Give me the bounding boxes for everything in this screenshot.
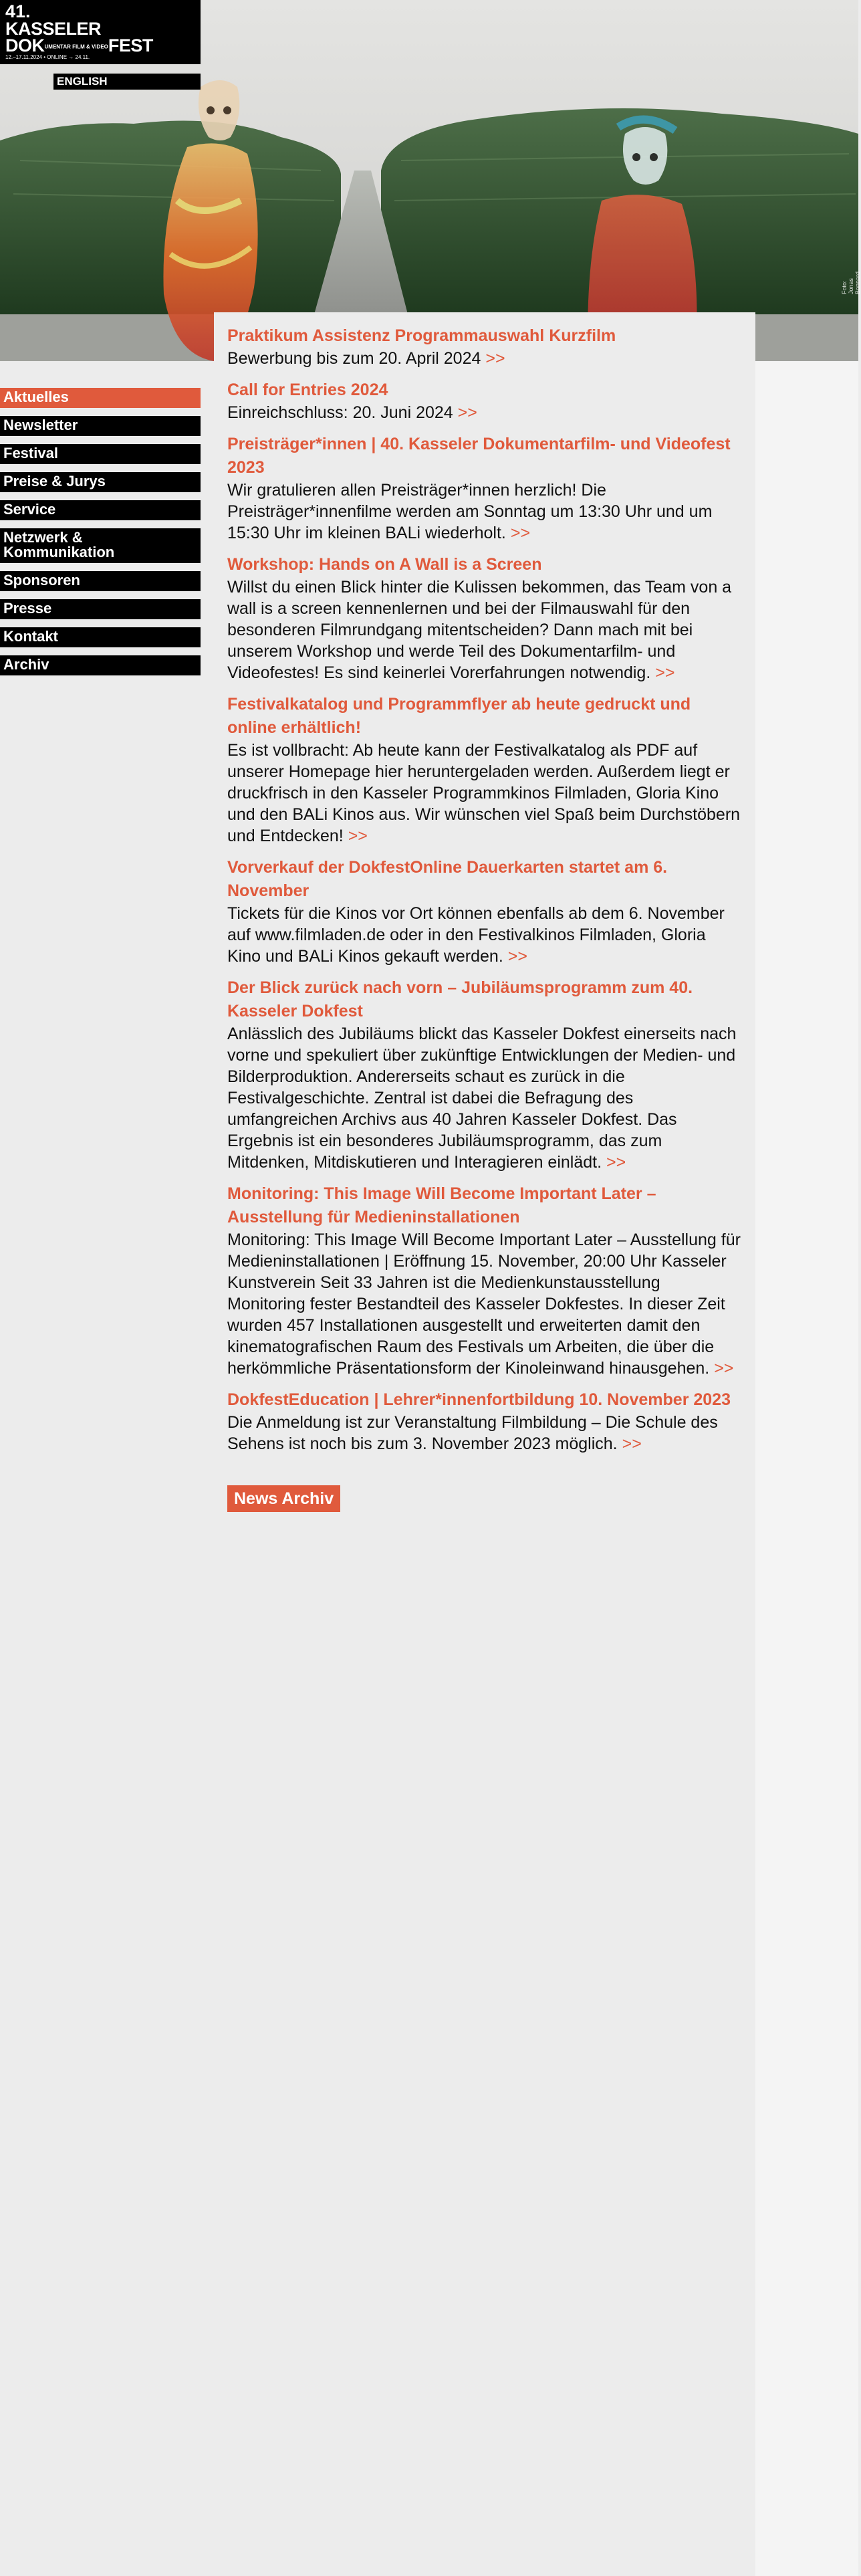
read-more-link[interactable]: >>: [714, 1359, 734, 1378]
news-teaser: [227, 479, 742, 544]
news-teaser: [227, 576, 742, 683]
read-more-link[interactable]: >>: [622, 1434, 642, 1453]
news-title-praktikum[interactable]: Praktikum Assistenz Programmauswahl Kurzfilm: [227, 326, 616, 345]
news-item: [227, 379, 742, 423]
news-item: [227, 856, 742, 967]
news-title-preistraeger[interactable]: Preisträger*innen | 40. Kasseler Dokumentarfilm- und Videofest 2023: [227, 435, 731, 477]
nav-item-archiv[interactable]: Archiv: [0, 655, 201, 675]
news-title-jubilaeum[interactable]: Der Blick zurück nach vorn – Jubiläumsprogramm zum 40. Kasseler Dokfest: [227, 978, 693, 1021]
news-archive-button[interactable]: News Archiv: [227, 1485, 340, 1512]
nav-item-sponsoren[interactable]: Sponsoren: [0, 571, 201, 591]
news-item: [227, 976, 742, 1173]
nav-item-service[interactable]: Service: [0, 500, 201, 520]
news-content: [214, 312, 755, 1529]
logo-fest: FEST: [108, 35, 153, 56]
news-item: [227, 693, 742, 847]
news-teaser-text: Einreichschluss: 20. Juni 2024: [227, 403, 453, 422]
news-teaser: [227, 348, 742, 369]
news-item: [227, 433, 742, 544]
read-more-link[interactable]: >>: [655, 663, 675, 682]
logo-dok-small: UMENTAR FILM & VIDEO: [44, 43, 108, 50]
news-title-vorverkauf[interactable]: Vorverkauf der DokfestOnline Dauerkarten startet am 6. November: [227, 858, 668, 900]
news-title-dokfesteducation[interactable]: DokfestEducation | Lehrer*innenfortbildung 10. November 2023: [227, 1390, 731, 1409]
language-switch-english[interactable]: ENGLISH: [53, 74, 201, 90]
news-teaser: [227, 740, 742, 847]
news-title-call-for-entries[interactable]: Call for Entries 2024: [227, 381, 388, 399]
nav-item-preise-jurys[interactable]: Preise & Jurys: [0, 472, 201, 492]
news-title-monitoring[interactable]: Monitoring: This Image Will Become Important Later – Ausstellung für Medieninstallationen: [227, 1184, 656, 1226]
nav-item-newsletter[interactable]: Newsletter: [0, 416, 201, 436]
news-teaser-text: Tickets für die Kinos vor Ort können ebenfalls ab dem 6. November auf www.filmladen.de oder in den Festivalkinos Filmladen, Gloria Kino und BALi Kinos gekauft werden.: [227, 904, 725, 966]
read-more-link[interactable]: >>: [606, 1153, 626, 1172]
page-right-margin: [755, 0, 858, 2576]
news-teaser-text: Monitoring: This Image Will Become Important Later – Ausstellung für Medieninstallationen | Eröffnung 15. November, 20:00 Uhr Kasseler Kunstverein Seit 33 Jahren ist die Medienkunstausstellung Monitoring fester Bestandteil des Kasseler Dokfestes. In dieser Zeit wurden 457 Installationen ausgestellt und erweiterten damit den kinematografischen Raum des Festivals um Arbeiten, die über die herkömmliche Präsentationsform der Kinoleinwand hinausgehen.: [227, 1230, 741, 1378]
logo-line-dokfest: [5, 37, 153, 56]
news-item: [227, 324, 742, 369]
nav-item-netzwerk-kommunikation[interactable]: Netzwerk & Kommunikation: [0, 528, 201, 563]
read-more-link[interactable]: >>: [457, 403, 477, 422]
read-more-link[interactable]: >>: [348, 827, 368, 845]
news-title-workshop[interactable]: Workshop: Hands on A Wall is a Screen: [227, 555, 542, 574]
news-teaser-text: Es ist vollbracht: Ab heute kann der Festivalkatalog als PDF auf unserer Homepage hier heruntergeladen werden. Außerdem liegt er druckfrisch in den Kasseler Programmkinos Filmladen, Gloria Kino und den BALi Kinos aus. Wir wünschen viel Spaß beim Durchstöbern und Entdecken!: [227, 741, 741, 845]
news-teaser: [227, 402, 742, 423]
nav-item-aktuelles[interactable]: Aktuelles: [0, 388, 201, 408]
logo-line-kasseler: KASSELER: [5, 19, 102, 39]
news-list: [227, 324, 742, 1512]
news-teaser-text: Bewerbung bis zum 20. April 2024: [227, 349, 481, 368]
logo-dok: DOK: [5, 35, 45, 56]
read-more-link[interactable]: >>: [507, 947, 527, 966]
news-item: [227, 1182, 742, 1379]
news-teaser-text: Wir gratulieren allen Preisträger*innen herzlich! Die Preisträger*innenfilme werden am Sonntag um 13:30 Uhr und um 15:30 Uhr im kleinen BALi wiederholt.: [227, 481, 713, 542]
news-teaser-text: Anlässlich des Jubiläums blickt das Kasseler Dokfest einerseits nach vorne und spekuliert über zukünftige Entwicklungen der Medien- und Bilderproduktion. Andererseits schaut es zurück in die Festivalgeschichte. Zentral ist dabei die Befragung des umfangreichen Archivs aus 40 Jahren Kasseler Dokfest. Das Ergebnis ist ein besonderes Jubiläumsprogramm, das zum Mitdenken, Mitdiskutieren und Interagieren einlädt.: [227, 1025, 737, 1172]
news-teaser: [227, 903, 742, 967]
logo-dates: 12.–17.11.2024 • ONLINE → 24.11.: [5, 54, 90, 60]
news-teaser-text: Willst du einen Blick hinter die Kulissen bekommen, das Team von a wall is a screen kennenlernen und bei der Filmauswahl für den besonderen Filmrundgang mitentscheiden? Dann mach mit bei unserem Workshop und werde Teil des Dokumentarfilm- und Videofestes! Es sind keinerlei Vorerfahrungen notwendig.: [227, 578, 732, 682]
nav-item-presse[interactable]: Presse: [0, 599, 201, 619]
festival-logo[interactable]: [0, 0, 201, 64]
news-teaser: [227, 1412, 742, 1455]
hero-photo-credit: Foto: Jonas Bonnard: [841, 271, 861, 294]
news-item: [227, 553, 742, 683]
nav-item-festival[interactable]: Festival: [0, 444, 201, 464]
nav-item-kontakt[interactable]: Kontakt: [0, 627, 201, 647]
news-title-festivalkatalog[interactable]: Festivalkatalog und Programmflyer ab heute gedruckt und online erhältlich!: [227, 695, 691, 737]
read-more-link[interactable]: >>: [485, 349, 505, 368]
news-teaser-text: Die Anmeldung ist zur Veranstaltung Filmbildung – Die Schule des Sehens ist noch bis zum 3. November 2023 möglich.: [227, 1413, 718, 1453]
news-teaser: [227, 1229, 742, 1379]
news-item: [227, 1388, 742, 1455]
read-more-link[interactable]: >>: [510, 524, 531, 542]
logo-edition: 41.: [5, 1, 31, 21]
news-teaser: [227, 1023, 742, 1173]
